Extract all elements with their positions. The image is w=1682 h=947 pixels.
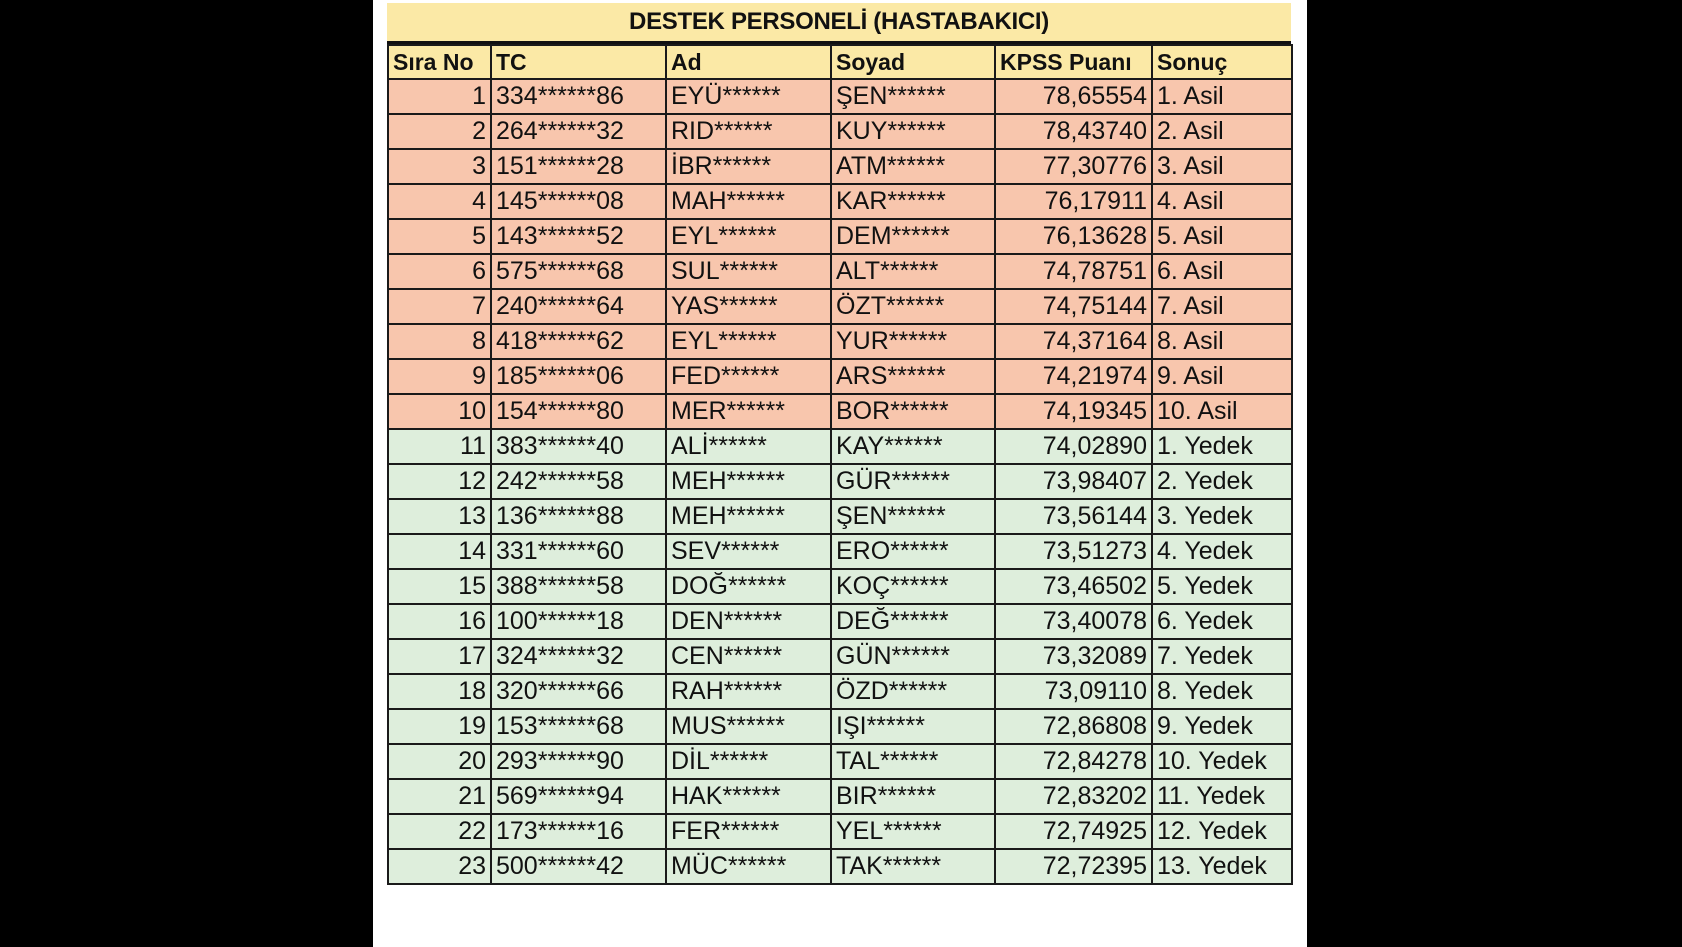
cell-tc: 264******32: [491, 114, 666, 149]
cell-sira-no: 11: [388, 429, 491, 464]
table-header: [388, 45, 1292, 79]
cell-sonuc: 2. Yedek: [1152, 464, 1292, 499]
cell-soyad: KAY******: [831, 429, 995, 464]
cell-ad: SEV******: [666, 534, 831, 569]
cell-sira-no: 22: [388, 814, 491, 849]
cell-ad: MEH******: [666, 464, 831, 499]
results-table: [387, 44, 1293, 885]
cell-kpss-puani: 73,98407: [995, 464, 1152, 499]
table-row: [388, 534, 1292, 569]
table-row: [388, 709, 1292, 744]
cell-ad: İBR******: [666, 149, 831, 184]
cell-tc: 383******40: [491, 429, 666, 464]
cell-sira-no: 17: [388, 639, 491, 674]
cell-kpss-puani: 73,56144: [995, 499, 1152, 534]
cell-soyad: DEM******: [831, 219, 995, 254]
cell-ad: DOĞ******: [666, 569, 831, 604]
cell-ad: MAH******: [666, 184, 831, 219]
cell-soyad: KAR******: [831, 184, 995, 219]
cell-kpss-puani: 74,02890: [995, 429, 1152, 464]
cell-ad: MER******: [666, 394, 831, 429]
cell-ad: MUS******: [666, 709, 831, 744]
header-row: [388, 45, 1292, 79]
cell-kpss-puani: 76,17911: [995, 184, 1152, 219]
table-title: DESTEK PERSONELİ (HASTABAKICI): [387, 3, 1291, 44]
table-row: [388, 814, 1292, 849]
cell-tc: 575******68: [491, 254, 666, 289]
cell-sira-no: 4: [388, 184, 491, 219]
cell-kpss-puani: 72,72395: [995, 849, 1152, 884]
header-sonuc: Sonuç: [1152, 45, 1292, 79]
cell-sira-no: 19: [388, 709, 491, 744]
cell-ad: MÜC******: [666, 849, 831, 884]
cell-soyad: ŞEN******: [831, 499, 995, 534]
table-row: [388, 569, 1292, 604]
cell-kpss-puani: 74,19345: [995, 394, 1152, 429]
cell-soyad: YEL******: [831, 814, 995, 849]
cell-sonuc: 13. Yedek: [1152, 849, 1292, 884]
cell-sonuc: 3. Yedek: [1152, 499, 1292, 534]
cell-kpss-puani: 73,32089: [995, 639, 1152, 674]
cell-tc: 154******80: [491, 394, 666, 429]
cell-soyad: KUY******: [831, 114, 995, 149]
cell-sonuc: 7. Asil: [1152, 289, 1292, 324]
cell-sira-no: 12: [388, 464, 491, 499]
header-tc: TC: [491, 45, 666, 79]
cell-ad: ALİ******: [666, 429, 831, 464]
cell-tc: 242******58: [491, 464, 666, 499]
cell-kpss-puani: 74,75144: [995, 289, 1152, 324]
document-page: [373, 0, 1307, 947]
table-row: [388, 184, 1292, 219]
cell-sira-no: 20: [388, 744, 491, 779]
cell-ad: HAK******: [666, 779, 831, 814]
cell-tc: 500******42: [491, 849, 666, 884]
cell-tc: 153******68: [491, 709, 666, 744]
cell-sonuc: 9. Yedek: [1152, 709, 1292, 744]
cell-sira-no: 9: [388, 359, 491, 394]
cell-soyad: GÜR******: [831, 464, 995, 499]
cell-sira-no: 23: [388, 849, 491, 884]
cell-soyad: TAK******: [831, 849, 995, 884]
cell-kpss-puani: 78,65554: [995, 79, 1152, 114]
results-sheet: [387, 3, 1291, 947]
cell-tc: 143******52: [491, 219, 666, 254]
table-row: [388, 324, 1292, 359]
cell-sonuc: 11. Yedek: [1152, 779, 1292, 814]
cell-tc: 331******60: [491, 534, 666, 569]
cell-soyad: ATM******: [831, 149, 995, 184]
cell-sonuc: 3. Asil: [1152, 149, 1292, 184]
table-row: [388, 464, 1292, 499]
cell-kpss-puani: 78,43740: [995, 114, 1152, 149]
table-body: [388, 79, 1292, 884]
table-row: [388, 254, 1292, 289]
cell-sira-no: 6: [388, 254, 491, 289]
table-row: [388, 639, 1292, 674]
table-row: [388, 604, 1292, 639]
header-sira-no: Sıra No: [388, 45, 491, 79]
cell-kpss-puani: 72,83202: [995, 779, 1152, 814]
table-row: [388, 429, 1292, 464]
cell-ad: SUL******: [666, 254, 831, 289]
cell-soyad: ERO******: [831, 534, 995, 569]
table-row: [388, 499, 1292, 534]
cell-sira-no: 1: [388, 79, 491, 114]
cell-kpss-puani: 73,51273: [995, 534, 1152, 569]
cell-sira-no: 15: [388, 569, 491, 604]
cell-tc: 151******28: [491, 149, 666, 184]
table-row: [388, 394, 1292, 429]
cell-sira-no: 8: [388, 324, 491, 359]
cell-ad: FER******: [666, 814, 831, 849]
cell-tc: 173******16: [491, 814, 666, 849]
cell-soyad: BOR******: [831, 394, 995, 429]
cell-kpss-puani: 72,74925: [995, 814, 1152, 849]
cell-sonuc: 7. Yedek: [1152, 639, 1292, 674]
cell-ad: YAS******: [666, 289, 831, 324]
cell-sonuc: 1. Asil: [1152, 79, 1292, 114]
table-row: [388, 359, 1292, 394]
cell-sonuc: 4. Yedek: [1152, 534, 1292, 569]
cell-sonuc: 8. Asil: [1152, 324, 1292, 359]
table-row: [388, 149, 1292, 184]
table-row: [388, 289, 1292, 324]
cell-tc: 388******58: [491, 569, 666, 604]
cell-soyad: ALT******: [831, 254, 995, 289]
cell-kpss-puani: 76,13628: [995, 219, 1152, 254]
cell-sira-no: 3: [388, 149, 491, 184]
cell-sira-no: 10: [388, 394, 491, 429]
cell-sonuc: 6. Yedek: [1152, 604, 1292, 639]
cell-sonuc: 10. Yedek: [1152, 744, 1292, 779]
cell-tc: 320******66: [491, 674, 666, 709]
cell-tc: 145******08: [491, 184, 666, 219]
cell-tc: 293******90: [491, 744, 666, 779]
table-row: [388, 219, 1292, 254]
header-ad: Ad: [666, 45, 831, 79]
cell-soyad: BIR******: [831, 779, 995, 814]
cell-tc: 100******18: [491, 604, 666, 639]
cell-sira-no: 21: [388, 779, 491, 814]
table-row: [388, 79, 1292, 114]
cell-soyad: ŞEN******: [831, 79, 995, 114]
cell-kpss-puani: 74,37164: [995, 324, 1152, 359]
cell-ad: RID******: [666, 114, 831, 149]
cell-soyad: IŞI******: [831, 709, 995, 744]
cell-soyad: ARS******: [831, 359, 995, 394]
cell-sonuc: 1. Yedek: [1152, 429, 1292, 464]
cell-sira-no: 13: [388, 499, 491, 534]
cell-ad: EYL******: [666, 324, 831, 359]
cell-kpss-puani: 74,78751: [995, 254, 1152, 289]
cell-kpss-puani: 73,40078: [995, 604, 1152, 639]
table-row: [388, 674, 1292, 709]
cell-ad: FED******: [666, 359, 831, 394]
cell-sira-no: 2: [388, 114, 491, 149]
cell-kpss-puani: 73,09110: [995, 674, 1152, 709]
cell-soyad: YUR******: [831, 324, 995, 359]
cell-kpss-puani: 72,84278: [995, 744, 1152, 779]
table-row: [388, 849, 1292, 884]
cell-sira-no: 7: [388, 289, 491, 324]
cell-sonuc: 12. Yedek: [1152, 814, 1292, 849]
cell-sonuc: 8. Yedek: [1152, 674, 1292, 709]
cell-tc: 240******64: [491, 289, 666, 324]
cell-tc: 136******88: [491, 499, 666, 534]
cell-kpss-puani: 74,21974: [995, 359, 1152, 394]
table-row: [388, 744, 1292, 779]
cell-kpss-puani: 77,30776: [995, 149, 1152, 184]
cell-ad: RAH******: [666, 674, 831, 709]
cell-kpss-puani: 72,86808: [995, 709, 1152, 744]
cell-sonuc: 5. Yedek: [1152, 569, 1292, 604]
cell-ad: MEH******: [666, 499, 831, 534]
cell-tc: 569******94: [491, 779, 666, 814]
cell-soyad: GÜN******: [831, 639, 995, 674]
table-row: [388, 114, 1292, 149]
cell-ad: DİL******: [666, 744, 831, 779]
cell-tc: 418******62: [491, 324, 666, 359]
cell-soyad: ÖZT******: [831, 289, 995, 324]
cell-sira-no: 18: [388, 674, 491, 709]
cell-sira-no: 16: [388, 604, 491, 639]
cell-sonuc: 6. Asil: [1152, 254, 1292, 289]
cell-sonuc: 2. Asil: [1152, 114, 1292, 149]
cell-kpss-puani: 73,46502: [995, 569, 1152, 604]
cell-ad: EYÜ******: [666, 79, 831, 114]
cell-sonuc: 9. Asil: [1152, 359, 1292, 394]
cell-ad: DEN******: [666, 604, 831, 639]
cell-ad: EYL******: [666, 219, 831, 254]
table-row: [388, 779, 1292, 814]
cell-tc: 324******32: [491, 639, 666, 674]
cell-sonuc: 10. Asil: [1152, 394, 1292, 429]
cell-sonuc: 5. Asil: [1152, 219, 1292, 254]
cell-soyad: TAL******: [831, 744, 995, 779]
cell-soyad: KOÇ******: [831, 569, 995, 604]
cell-sira-no: 14: [388, 534, 491, 569]
cell-soyad: ÖZD******: [831, 674, 995, 709]
cell-sira-no: 5: [388, 219, 491, 254]
cell-sonuc: 4. Asil: [1152, 184, 1292, 219]
cell-ad: CEN******: [666, 639, 831, 674]
cell-tc: 185******06: [491, 359, 666, 394]
header-kpss-puani: KPSS Puanı: [995, 45, 1152, 79]
header-soyad: Soyad: [831, 45, 995, 79]
cell-soyad: DEĞ******: [831, 604, 995, 639]
cell-tc: 334******86: [491, 79, 666, 114]
